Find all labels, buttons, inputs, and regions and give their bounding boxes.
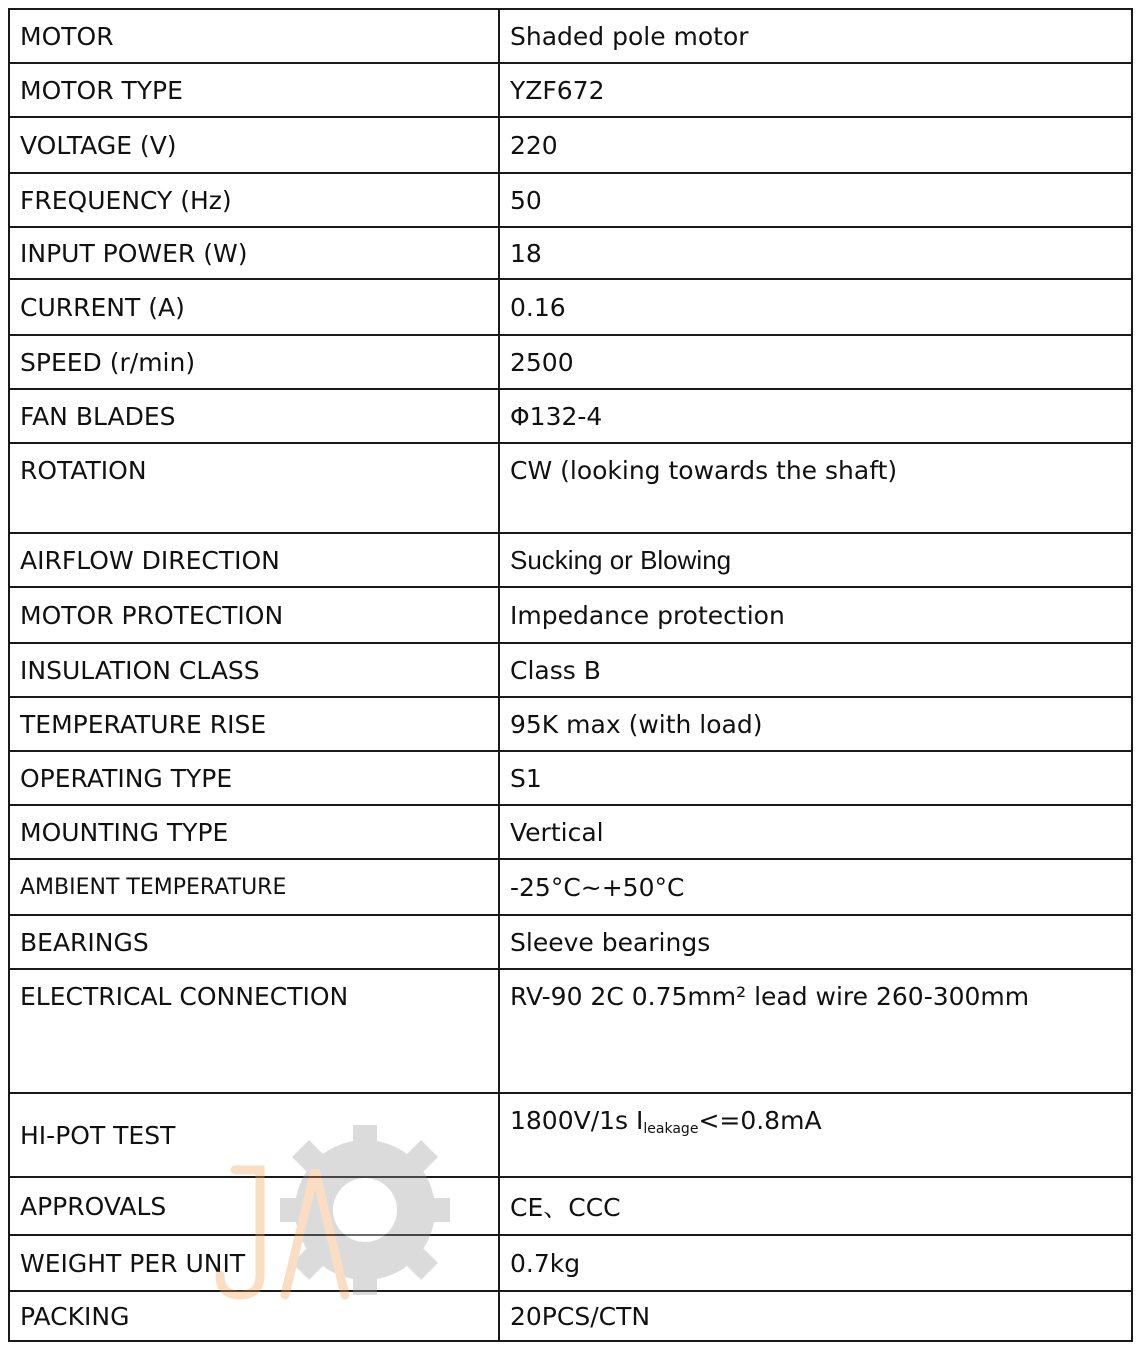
spec-label: SPEED (r/min) [9, 335, 499, 389]
spec-value: Impedance protection [499, 587, 1132, 643]
spec-value: RV-90 2C 0.75mm² lead wire 260-300mm [499, 969, 1132, 1093]
table-row [9, 227, 1132, 279]
table-row [9, 915, 1132, 969]
spec-label: MOTOR TYPE [9, 63, 499, 117]
table-row [9, 389, 1132, 443]
spec-label: HI-POT TEST [9, 1093, 499, 1177]
spec-value: CW (looking towards the shaft) [499, 443, 1132, 533]
table-row [9, 335, 1132, 389]
table-row [9, 443, 1132, 533]
spec-value: YZF672 [499, 63, 1132, 117]
spec-value: 0.7kg [499, 1235, 1132, 1291]
table-row [9, 1093, 1132, 1177]
table-row [9, 63, 1132, 117]
spec-value: Vertical [499, 805, 1132, 859]
spec-value: 95K max (with load) [499, 697, 1132, 751]
spec-value: Φ132-4 [499, 389, 1132, 443]
table-row [9, 117, 1132, 173]
spec-label: CURRENT (A) [9, 279, 499, 335]
spec-value: 50 [499, 173, 1132, 227]
spec-label: AIRFLOW DIRECTION [9, 533, 499, 587]
spec-label: TEMPERATURE RISE [9, 697, 499, 751]
spec-value: 18 [499, 227, 1132, 279]
spec-label: FREQUENCY (Hz) [9, 173, 499, 227]
spec-label: PACKING [9, 1291, 499, 1341]
table-row [9, 533, 1132, 587]
table-row [9, 1235, 1132, 1291]
spec-label: MOTOR PROTECTION [9, 587, 499, 643]
spec-value: 0.16 [499, 279, 1132, 335]
table-row [9, 751, 1132, 805]
spec-label: INPUT POWER (W) [9, 227, 499, 279]
spec-value: 220 [499, 117, 1132, 173]
table-row [9, 805, 1132, 859]
spec-value: Sleeve bearings [499, 915, 1132, 969]
table-row [9, 697, 1132, 751]
spec-label: OPERATING TYPE [9, 751, 499, 805]
spec-label: MOTOR [9, 9, 499, 63]
spec-label: MOUNTING TYPE [9, 805, 499, 859]
spec-value: 20PCS/CTN [499, 1291, 1132, 1341]
table-row [9, 859, 1132, 915]
table-row [9, 587, 1132, 643]
spec-value: Shaded pole motor [499, 9, 1132, 63]
spec-value: Class B [499, 643, 1132, 697]
table-row [9, 969, 1132, 1093]
table-row [9, 173, 1132, 227]
table-row [9, 643, 1132, 697]
table-row [9, 1177, 1132, 1235]
spec-value: -25°C~+50°C [499, 859, 1132, 915]
spec-label: AMBIENT TEMPERATURE [9, 859, 499, 915]
spec-label: ELECTRICAL CONNECTION [9, 969, 499, 1093]
spec-table [8, 8, 1133, 1342]
spec-label: FAN BLADES [9, 389, 499, 443]
table-row [9, 1291, 1132, 1341]
table-row [9, 279, 1132, 335]
hipot-subscript: leakage [643, 1121, 699, 1137]
table-row [9, 9, 1132, 63]
spec-value: Sucking or Blowing [499, 533, 1132, 587]
spec-label: BEARINGS [9, 915, 499, 969]
hipot-voltage: 1800V/1s I [510, 1106, 644, 1135]
spec-label: APPROVALS [9, 1177, 499, 1235]
spec-label: VOLTAGE (V) [9, 117, 499, 173]
spec-label: WEIGHT PER UNIT [9, 1235, 499, 1291]
spec-value [499, 1093, 1132, 1177]
spec-label: INSULATION CLASS [9, 643, 499, 697]
hipot-limit: <=0.8mA [698, 1106, 822, 1135]
spec-value: S1 [499, 751, 1132, 805]
spec-value: CE、CCC [499, 1177, 1132, 1235]
spec-value: 2500 [499, 335, 1132, 389]
spec-label: ROTATION [9, 443, 499, 533]
